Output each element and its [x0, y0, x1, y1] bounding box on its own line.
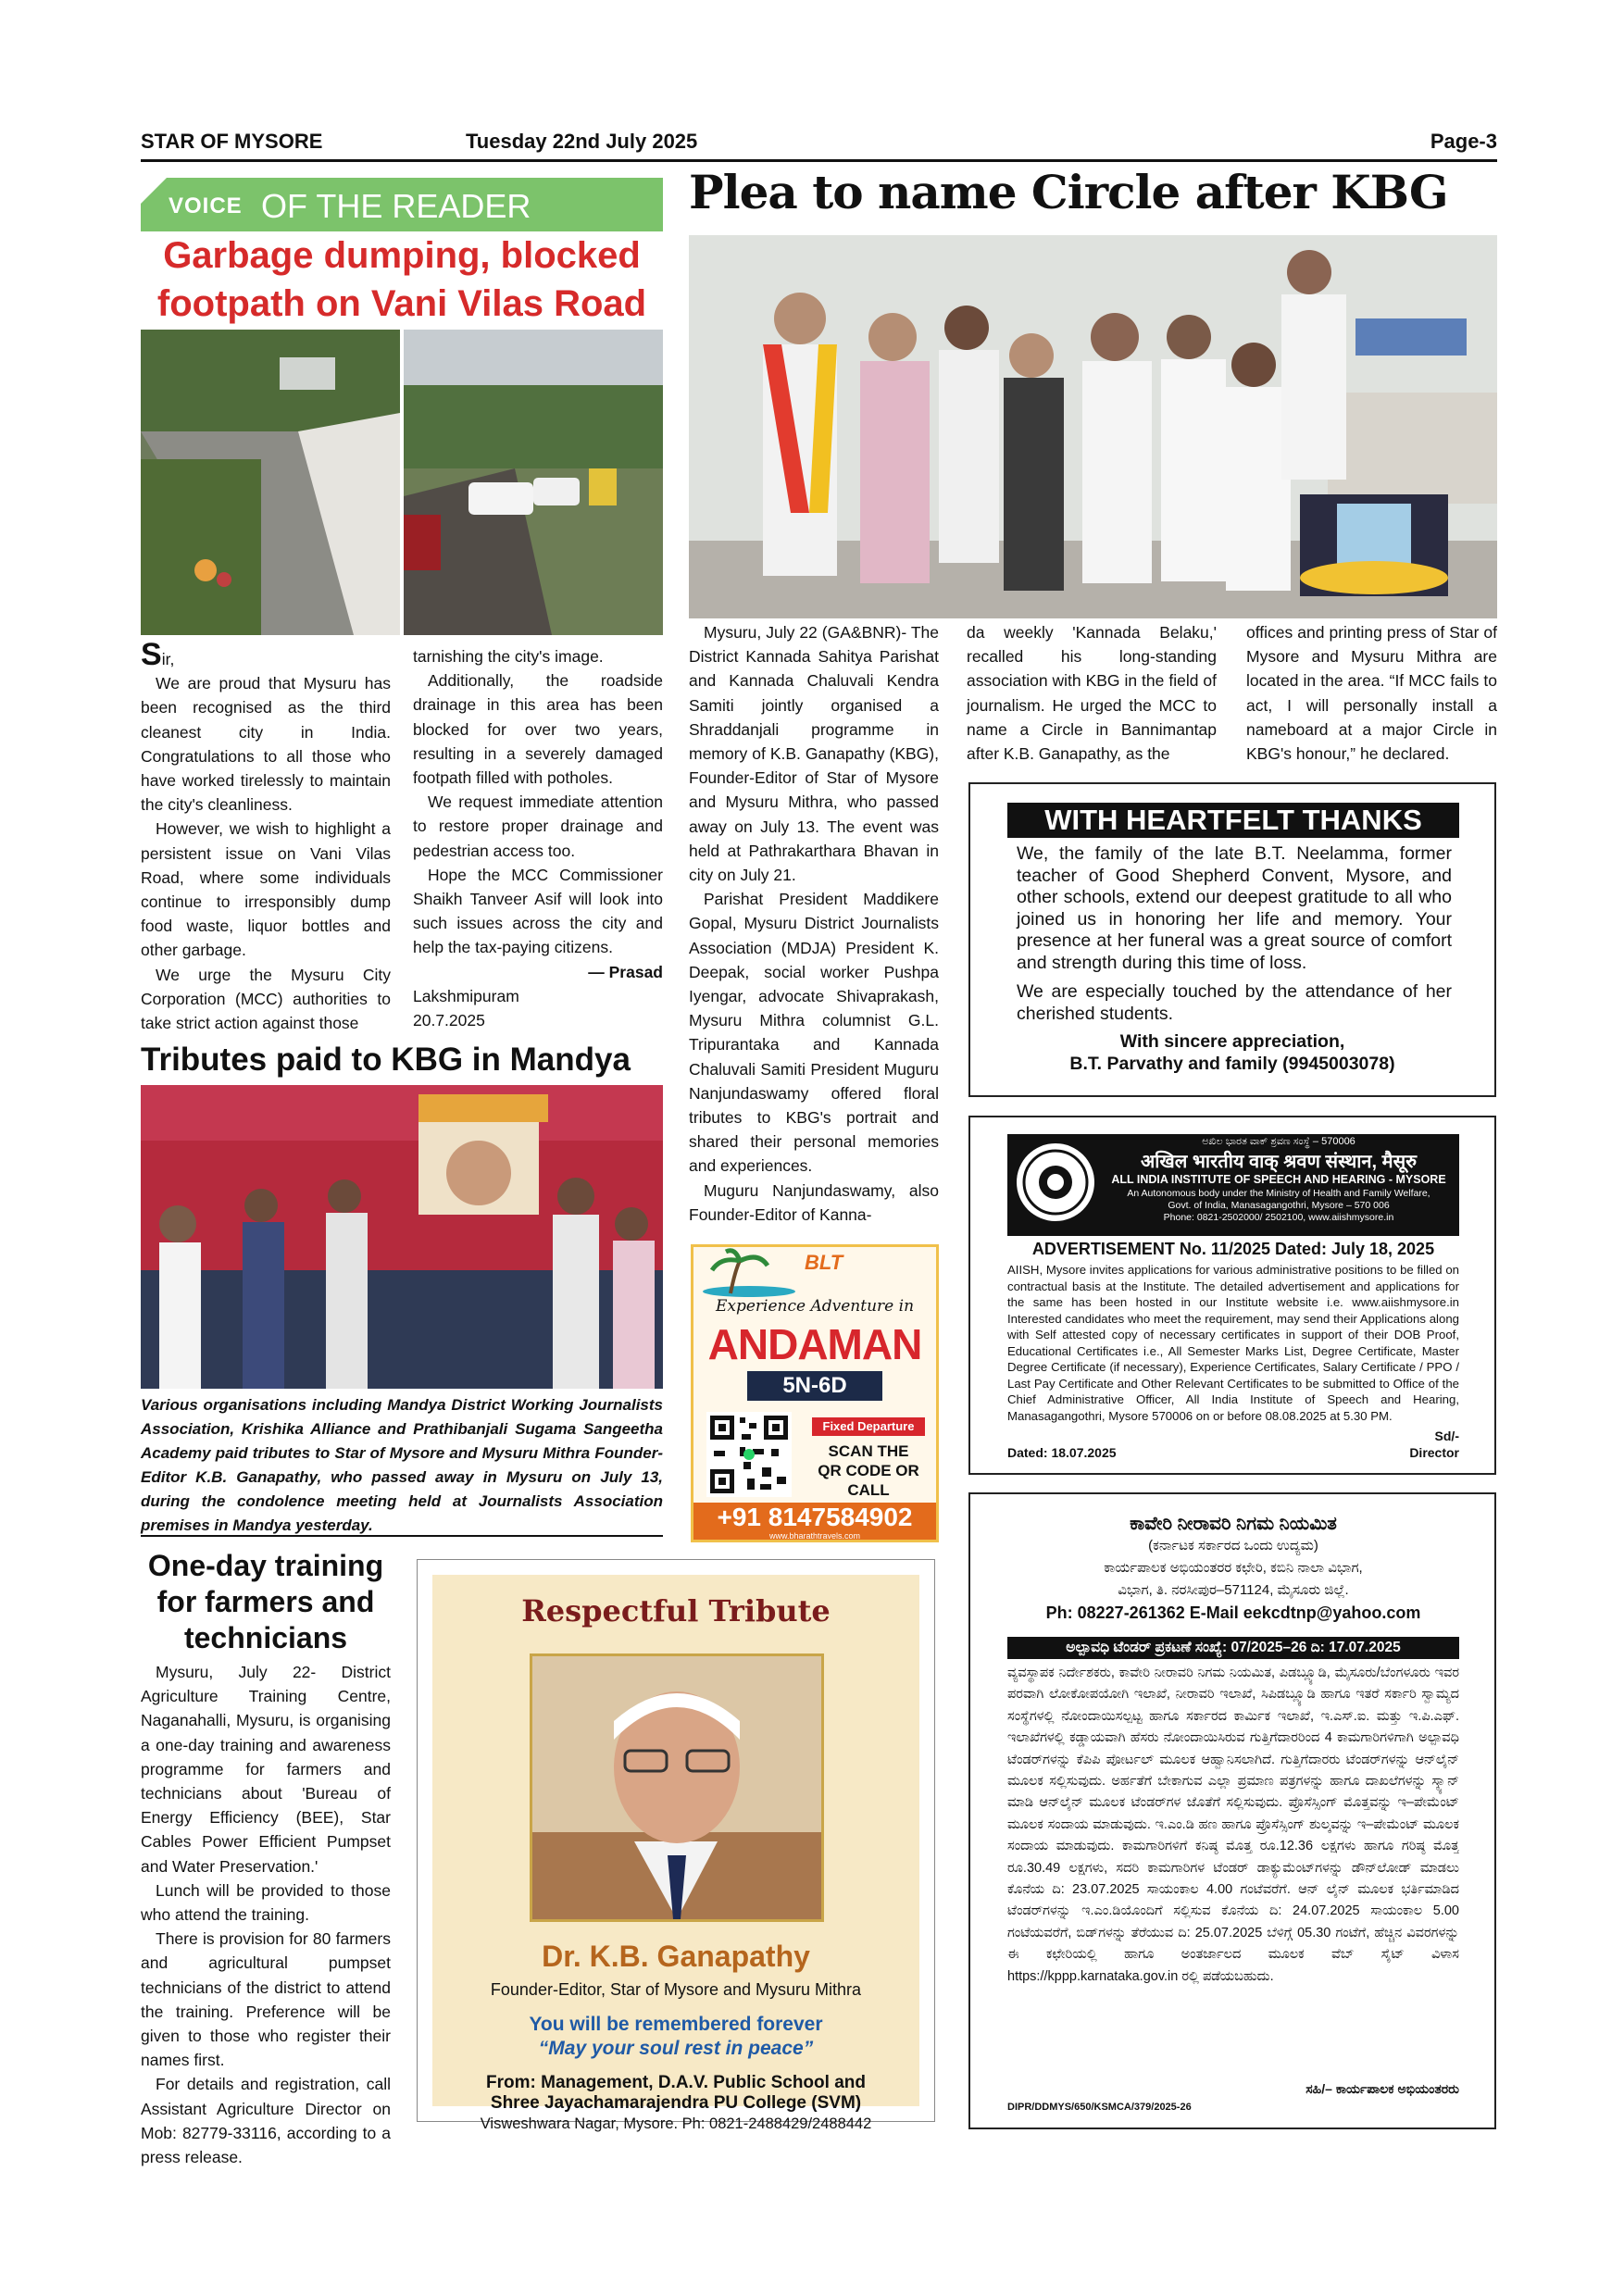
- kbg-para: offices and printing press of Star of Mysore and Mysuru Mithra are located in the area. “If MCC fails to act, I will personally install a nameboard at a major Circle in KBG's honour,” he declared.: [1246, 623, 1497, 764]
- tribute-ad: [417, 1559, 935, 2132]
- tender-org: ಕಾವೇರಿ ನೀರಾವರಿ ನಿಗಮ ನಿಯಮಿತ: [1130, 1514, 1337, 1534]
- kbg-headline: Plea to name Circle after KBG: [689, 165, 1448, 219]
- voice-para: tarnishing the city's image.: [413, 647, 604, 666]
- voice-banner: [141, 178, 663, 231]
- tribute-line2: “May your soul rest in peace”: [538, 2038, 814, 2059]
- training-para: There is provision for 80 farmers and agricultural pumpset technicians of the district to attend the training. Preference will be given to those who register their names first.: [141, 1929, 391, 2070]
- tribute-from: [432, 2073, 919, 2134]
- issue-date: Tuesday 22nd July 2025: [466, 130, 698, 153]
- mandya-headline: Tributes paid to KBG in Mandya: [141, 1042, 631, 1078]
- tender-sign: ಸಹಿ/– ಕಾರ್ಯಪಾಲಕ ಅಭಿಯಂತರರು: [1305, 2081, 1459, 2096]
- voice-para: Additionally, the roadside drainage in this area has been blocked for over two years, resulting in a severely damaged footpath filled with potholes.: [413, 671, 663, 788]
- andaman-scan-line1: SCAN THE: [828, 1442, 909, 1460]
- andaman-scan: [803, 1441, 934, 1500]
- paper-name: STAR OF MYSORE: [141, 130, 323, 153]
- mandya-photo: [141, 1085, 663, 1389]
- andaman-tagline: Experience Adventure in: [715, 1297, 915, 1316]
- thanks-title: WITH HEARTFELT THANKS: [1007, 803, 1459, 838]
- andaman-scan-line2: QR CODE OR CALL: [818, 1462, 919, 1499]
- training-headline-line1: One-day training: [147, 1549, 384, 1582]
- voice-column-2: [413, 644, 663, 1032]
- andaman-website[interactable]: www.bharathtravels.com: [768, 1531, 861, 1541]
- tribute-name: Dr. K.B. Ganapathy: [542, 1940, 810, 1973]
- voice-para: However, we wish to highlight a persistent issue on Vani Vilas Road, where some individuals continue to irresponsibly dump food waste, liquor bottles and other garbage.: [141, 819, 391, 960]
- mandya-caption: Various organisations including Mandya District Working Journalists Association, Krishika Alliance and Prathibanjali Sugama Sangeetha Academy paid tributes to Star of Mysore and Mysuru Mithra Founder-Editor K.B. Ganapathy, who passed away in Mysuru on July 13, during the condolence meeting held at Journalists Association premises in Mandya yesterday.: [141, 1396, 663, 1534]
- salutation: [141, 637, 391, 672]
- thanks-para-2: We are especially touched by the attendance of her cherished students.: [1017, 981, 1452, 1024]
- voice-headline-line2: footpath on Vani Vilas Road: [156, 283, 647, 324]
- kbg-para: Parishat President Maddikere Gopal, Mysuru District Journalists Association (MDJA) President K. Deepak, social worker Pushpa Iyengar, advocate Shivaprakash, Mysuru Mithra columnist G.L. Tripurantaka and Kannada Chaluvali Samiti President Muguru Nanjundaswamy offered floral tributes to KBG's portrait and shared their personal memories and experiences.: [689, 890, 939, 1176]
- tender-office: ಕಾರ್ಯಪಾಲಕ ಅಭಿಯಂತರರ ಕಛೇರಿ, ಕಬಿನಿ ನಾಲಾ ವಿಭಾಗ,: [1104, 1560, 1363, 1576]
- voice-para: We request immediate attention to restore proper drainage and pedestrian access too.: [413, 792, 663, 860]
- aiish-sub: [1100, 1188, 1457, 1224]
- tender-notice-number: ಅಲ್ಪಾವಧಿ ಟೆಂಡರ್ ಪ್ರಕಟಣೆ ಸಂಖ್ಯೆ: 07/2025–26 ದಿ: 17.07.2025: [1007, 1637, 1459, 1659]
- tender-code: DIPR/DDMYS/650/KSMCA/379/2025-26: [1007, 2102, 1192, 2113]
- letter-signature: — Prasad: [588, 962, 663, 981]
- tribute-ad-panel: [432, 1575, 919, 2132]
- training-headline: [141, 1548, 391, 1656]
- thanks-ad: [968, 782, 1496, 1097]
- training-column: [141, 1660, 391, 2169]
- tribute-title: Respectful Tribute: [521, 1593, 831, 1628]
- voice-section-title: OF THE READER: [261, 187, 531, 225]
- tribute-line1: You will be remembered forever: [529, 2014, 823, 2035]
- training-headline-line3: technicians: [183, 1621, 348, 1654]
- tribute-from-line2: Shree Jayachamarajendra PU College (SVM): [490, 2093, 862, 2113]
- aiish-top-line: ಅಖಿಲ ಭಾರತ ವಾಕ್ ಶ್ರವಣ ಸಂಸ್ಥೆ – 570006: [1202, 1136, 1355, 1147]
- kbg-para: Muguru Nanjundaswamy, also Founder-Editor of Kanna-: [689, 1180, 939, 1224]
- ganapathy-portrait: [530, 1653, 824, 1922]
- voice-para: Hope the MCC Commissioner Shaikh Tanveer Asif will look into such issues across the city and help the tax-paying citizens.: [413, 865, 663, 957]
- training-headline-line2: for farmers and: [156, 1585, 375, 1618]
- kbg-para: da weekly 'Kannada Belaku,' recalled his long-standing association with KBG in the field of journalism. He urged the MCC to name a Circle in Bannimantap after K.B. Ganapathy, as the: [967, 623, 1217, 764]
- aiish-header: [1007, 1134, 1459, 1236]
- andaman-days: 5N-6D: [747, 1371, 882, 1401]
- aiish-sub-line3: Phone: 0821-2502000/ 2502100, www.aiishmysore.in: [1163, 1212, 1394, 1223]
- tender-address: ವಿಭಾಗ, ತಿ. ನರಸೀಪುರ–571124, ಮೈಸೂರು ಜಿಲ್ಲೆ.: [1118, 1582, 1349, 1598]
- training-para: For details and registration, call Assistant Agriculture Director on Mob: 82779-33116, according to a press release.: [141, 2075, 391, 2167]
- kbg-photo: [689, 235, 1497, 618]
- kbg-column-3: [1246, 620, 1497, 766]
- banner-corner-mark: [141, 178, 167, 204]
- kbg-para: Mysuru, July 22 (GA&BNR)- The District Kannada Sahitya Parishat and Kannada Chaluvali Kendra Samiti jointly organised a Shraddanjali programme in memory of K.B. Ganapathy (KBG), Founder-Editor of Star of Mysore and Mysuru Mithra, who passed away on July 13. The event was held at Pathrakarthara Bhavan in city on July 21.: [689, 623, 939, 885]
- tribute-from-line1: From: Management, D.A.V. Public School and: [486, 2073, 866, 2092]
- kbg-column-2: [967, 620, 1217, 766]
- aiish-emblem-icon: [1015, 1142, 1096, 1223]
- thanks-para-1: We, the family of the late B.T. Neelamma, former teacher of Good Shepherd Convent, Mysore, and other schools, extend our deepest gratitude to all who joined us in honoring her life and memory. Your presence at her funeral was a great source of comfort and strength during this time of loss.: [1017, 843, 1452, 973]
- thanks-body: [1017, 843, 1452, 1025]
- andaman-brand: BLT: [805, 1251, 843, 1274]
- kbg-column-1: [689, 620, 939, 1227]
- aiish-dated: Dated: 18.07.2025: [1007, 1445, 1117, 1460]
- voice-headline: [141, 231, 663, 328]
- tender-body: ವ್ಯವಸ್ಥಾಪಕ ನಿರ್ದೇಶಕರು, ಕಾವೇರಿ ನೀರಾವರಿ ನಿಗಮ ನಿಯಮಿತ, ಪಿಡಬ್ಲ್ಯೂಡಿ, ಮೈಸೂರು/ಬೆಂಗಳೂರು ಇವರ ಪರವಾಗಿ ಲೋಕೋಪಯೋಗಿ ಇಲಾಖೆ, ನೀರಾವರಿ ಇಲಾಖೆ, ಸಿಪಿಡಬ್ಲ್ಯೂಡಿ ಹಾಗೂ ಇತರೆ ಸರ್ಕಾರಿ ಸ್ವಾಮ್ಯದ ಸಂಸ್ಥೆಗಳಲ್ಲಿ ನೋಂದಾಯಿಸಲ್ಪಟ್ಟ ಹಾಗೂ ಸರ್ಕಾರದ ಕಾರ್ಮಿಕ ಇಲಾಖೆ, ಇ.ಎಸ್.ಐ. ಮತ್ತು ಇ.ಪಿ.ಎಫ್. ಇಲಾಖೆಗಳಲ್ಲಿ ಕಡ್ಡಾಯವಾಗಿ ಹೆಸರು ನೋಂದಾಯಿಸಿರುವ ಗುತ್ತಿಗೆದಾರರಿಂದ 4 ಕಾಮಗಾರಿಗಳಿಗಾಗಿ ಅಲ್ಪಾವಧಿ ಟೆಂಡರ್‌ಗಳನ್ನು ಕೆಪಿಪಿ ಪೋರ್ಟಲ್ ಮೂಲಕ ಆಹ್ವಾನಿಸಲಾಗಿದೆ. ಗುತ್ತಿಗೆದಾರರು ಟೆಂಡರ್‌ಗಳನ್ನು ಆನ್‌ಲೈನ್ ಮೂಲಕ ಸಲ್ಲಿಸುವುದು. ಅರ್ಹತೆಗೆ ಬೇಕಾಗುವ ಎಲ್ಲಾ ಪ್ರಮಾಣ ಪತ್ರಗಳನ್ನು ಹಾಗೂ ದಾಖಲೆಗಳನ್ನು ಸ್ಕ್ಯಾನ್ ಮಾಡಿ ಆನ್‌ಲೈನ್ ಮೂಲಕ ಟೆಂಡರ್‌ಗಳ ಜೊತೆಗೆ ಸಲ್ಲಿಸುವುದು. ಪ್ರೊಸೆಸ್ಸಿಂಗ್ ಮೊತ್ತವನ್ನು ಇ–ಪೇಮೆಂಟ್ ಮೂಲಕ ಸಂದಾಯ ಮಾಡುವುದು. ಇ.ಎಂ.ಡಿ ಹಣ ಹಾಗೂ ಪ್ರೊಸೆಸ್ಸಿಂಗ್ ಶುಲ್ಕವನ್ನು ಇ–ಪೇಮೆಂಟ್ ಮೂಲಕ ಸಂದಾಯ ಮಾಡುವುದು. ಕಾಮಗಾರಿಗಳಿಗೆ ಕನಿಷ್ಠ ಮೊತ್ತ ರೂ.12.36 ಲಕ್ಷಗಳು ಹಾಗೂ ಗರಿಷ್ಠ ಮೊತ್ತ ರೂ.30.49 ಲಕ್ಷಗಳು, ಸದರಿ ಕಾಮಗಾರಿಗಳ ಟೆಂಡರ್ ಡಾಕ್ಯುಮೆಂಟ್‌ಗಳನ್ನು ಡೌನ್‌ಲೋಡ್ ಮಾಡಲು ಕೊನೆಯ ದಿ: 23.07.2025 ಸಾಯಂಕಾಲ 4.00 ಗಂಟೆವರೆಗೆ. ಆನ್ ಲೈನ್ ಮೂಲಕ ಭರ್ತಿಮಾಡಿದ ಟೆಂಡರ್‌ಗಳನ್ನು ಇ.ಎಂ.ಡಿಯೊಂದಿಗೆ ಸಲ್ಲಿಸುವ ಕೊನೆಯ ದಿ: 24.07.2025 ಸಾಯಂಕಾಲ 5.00 ಗಂಟೆಯವರೆಗೆ, ಬಿಡ್‌ಗಳನ್ನು ತೆರೆಯುವ ದಿ: 25.07.2025 ಬೆಳಿಗ್ಗೆ 05.30 ಗಂಟೆಗೆ, ಹೆಚ್ಚಿನ ವಿವರಗಳನ್ನು ಈ ಕಛೇರಿಯಲ್ಲಿ ಹಾಗೂ ಅಂತರ್ಜಾಲದ ಮೂಲಕ ವೆಬ್ ಸೈಟ್ ವಿಳಾಸ https://kppp.karnataka.gov.in ರಲ್ಲಿ ಪಡೆಯಬಹುದು.: [1007, 1666, 1459, 1984]
- qr-code-icon[interactable]: [706, 1412, 792, 1497]
- voice-tag: VOICE: [169, 193, 243, 218]
- thanks-signoff: [970, 1030, 1494, 1075]
- voice-para: We are proud that Mysuru has been recognised as the third cleanest city in India. Congratulations to all those who have worked tirelessly to maintain the city's cleanliness.: [141, 674, 391, 815]
- training-para: Lunch will be provided to those who attend the training.: [141, 1880, 391, 1925]
- aiish-sub-line2: Govt. of India, Manasagangothri, Mysore – 570 006: [1168, 1200, 1390, 1211]
- training-para: Mysuru, July 22- District Agriculture Training Centre, Naganahalli, Mysuru, is organising a one-day training and awareness programme for farmers and technicians about 'Bureau of Energy Efficiency (BEE), Star Cables Power Efficient Pumpset and Water Preservation.': [141, 1663, 391, 1876]
- andaman-destination: ANDAMAN: [707, 1320, 922, 1368]
- thanks-sign-1: With sincere appreciation,: [1119, 1031, 1345, 1052]
- tender-ad: [968, 1492, 1496, 2129]
- thanks-sign-2: B.T. Parvathy and family (9945003078): [1069, 1054, 1395, 1074]
- aiish-sd: Sd/-: [1434, 1429, 1459, 1443]
- masthead-rule: [141, 159, 1497, 162]
- aiish-sub-line1: An Autonomous body under the Ministry of Health and Family Welfare,: [1127, 1188, 1430, 1199]
- tribute-role: Founder-Editor, Star of Mysore and Mysuru Mithra: [490, 1980, 862, 1999]
- letter-place: Lakshmipuram: [413, 986, 519, 1005]
- andaman-ad: [691, 1244, 939, 1542]
- garbage-photo-2: [404, 330, 663, 635]
- aiish-ad: [968, 1116, 1496, 1475]
- salutation-text: ir,: [161, 650, 175, 668]
- tender-org-sub: (ಕರ್ನಾಟಕ ಸರ್ಕಾರದ ಒಂದು ಉದ್ಯಮ): [1148, 1538, 1318, 1554]
- drop-cap: S: [141, 637, 162, 672]
- andaman-phone-number[interactable]: +91 8147584902: [717, 1503, 913, 1531]
- aiish-ad-number: ADVERTISEMENT No. 11/2025 Dated: July 18, 2025: [1031, 1240, 1435, 1258]
- aiish-director: Director: [1409, 1445, 1459, 1460]
- voice-para: We urge the Mysuru City Corporation (MCC) authorities to take strict action against those: [141, 965, 391, 1033]
- andaman-fixed: Fixed Departure: [812, 1417, 925, 1436]
- garbage-photo-1: [141, 330, 400, 635]
- letter-date: 20.7.2025: [413, 1011, 485, 1030]
- section-divider: [141, 1535, 663, 1537]
- tribute-address: Visweshwara Nagar, Mysore. Ph: 0821-2488429/2488442: [480, 2115, 872, 2132]
- tender-header: [1007, 1513, 1459, 1624]
- tender-phone: Ph: 08227-261362 E-Mail eekcdtnp@yahoo.com: [1045, 1603, 1421, 1622]
- voice-headline-line1: Garbage dumping, blocked: [163, 235, 641, 276]
- voice-column-1: [141, 637, 391, 1035]
- aiish-hindi-name: अखिल भारतीय वाक् श्रवण संस्थान, मैसूरु: [1140, 1152, 1418, 1172]
- andaman-phone[interactable]: [693, 1503, 936, 1540]
- aiish-body: AIISH, Mysore invites applications for various administrative positions to be filled on contractual basis at the Institute. The detailed advertisement and applications for the same has been hosted in our Institute website i.e. www.aiishmysore.in Interested candidates who meet the requirement, may send their Applications along with Self attested copy of necessary certificates in support of their DOB Proof, Educational Certificates i.e., All Semester Marks List, Degree Certificate, Master Degree Certificate (if necessary), Experience Certificates, Salary Certificate / PPO / Last Pay Certificate and Other Relevant Certificates to be submitted to Office of the Chief Administrative Officer, All India Institute of Speech and Hearing, Manasagangothri, Mysore 570006 on or before 08.08.2025 at 5.30 PM.: [1007, 1263, 1459, 1423]
- page-number: Page-3: [1430, 130, 1497, 153]
- aiish-english-name: ALL INDIA INSTITUTE OF SPEECH AND HEARING - MYSORE: [1111, 1173, 1446, 1186]
